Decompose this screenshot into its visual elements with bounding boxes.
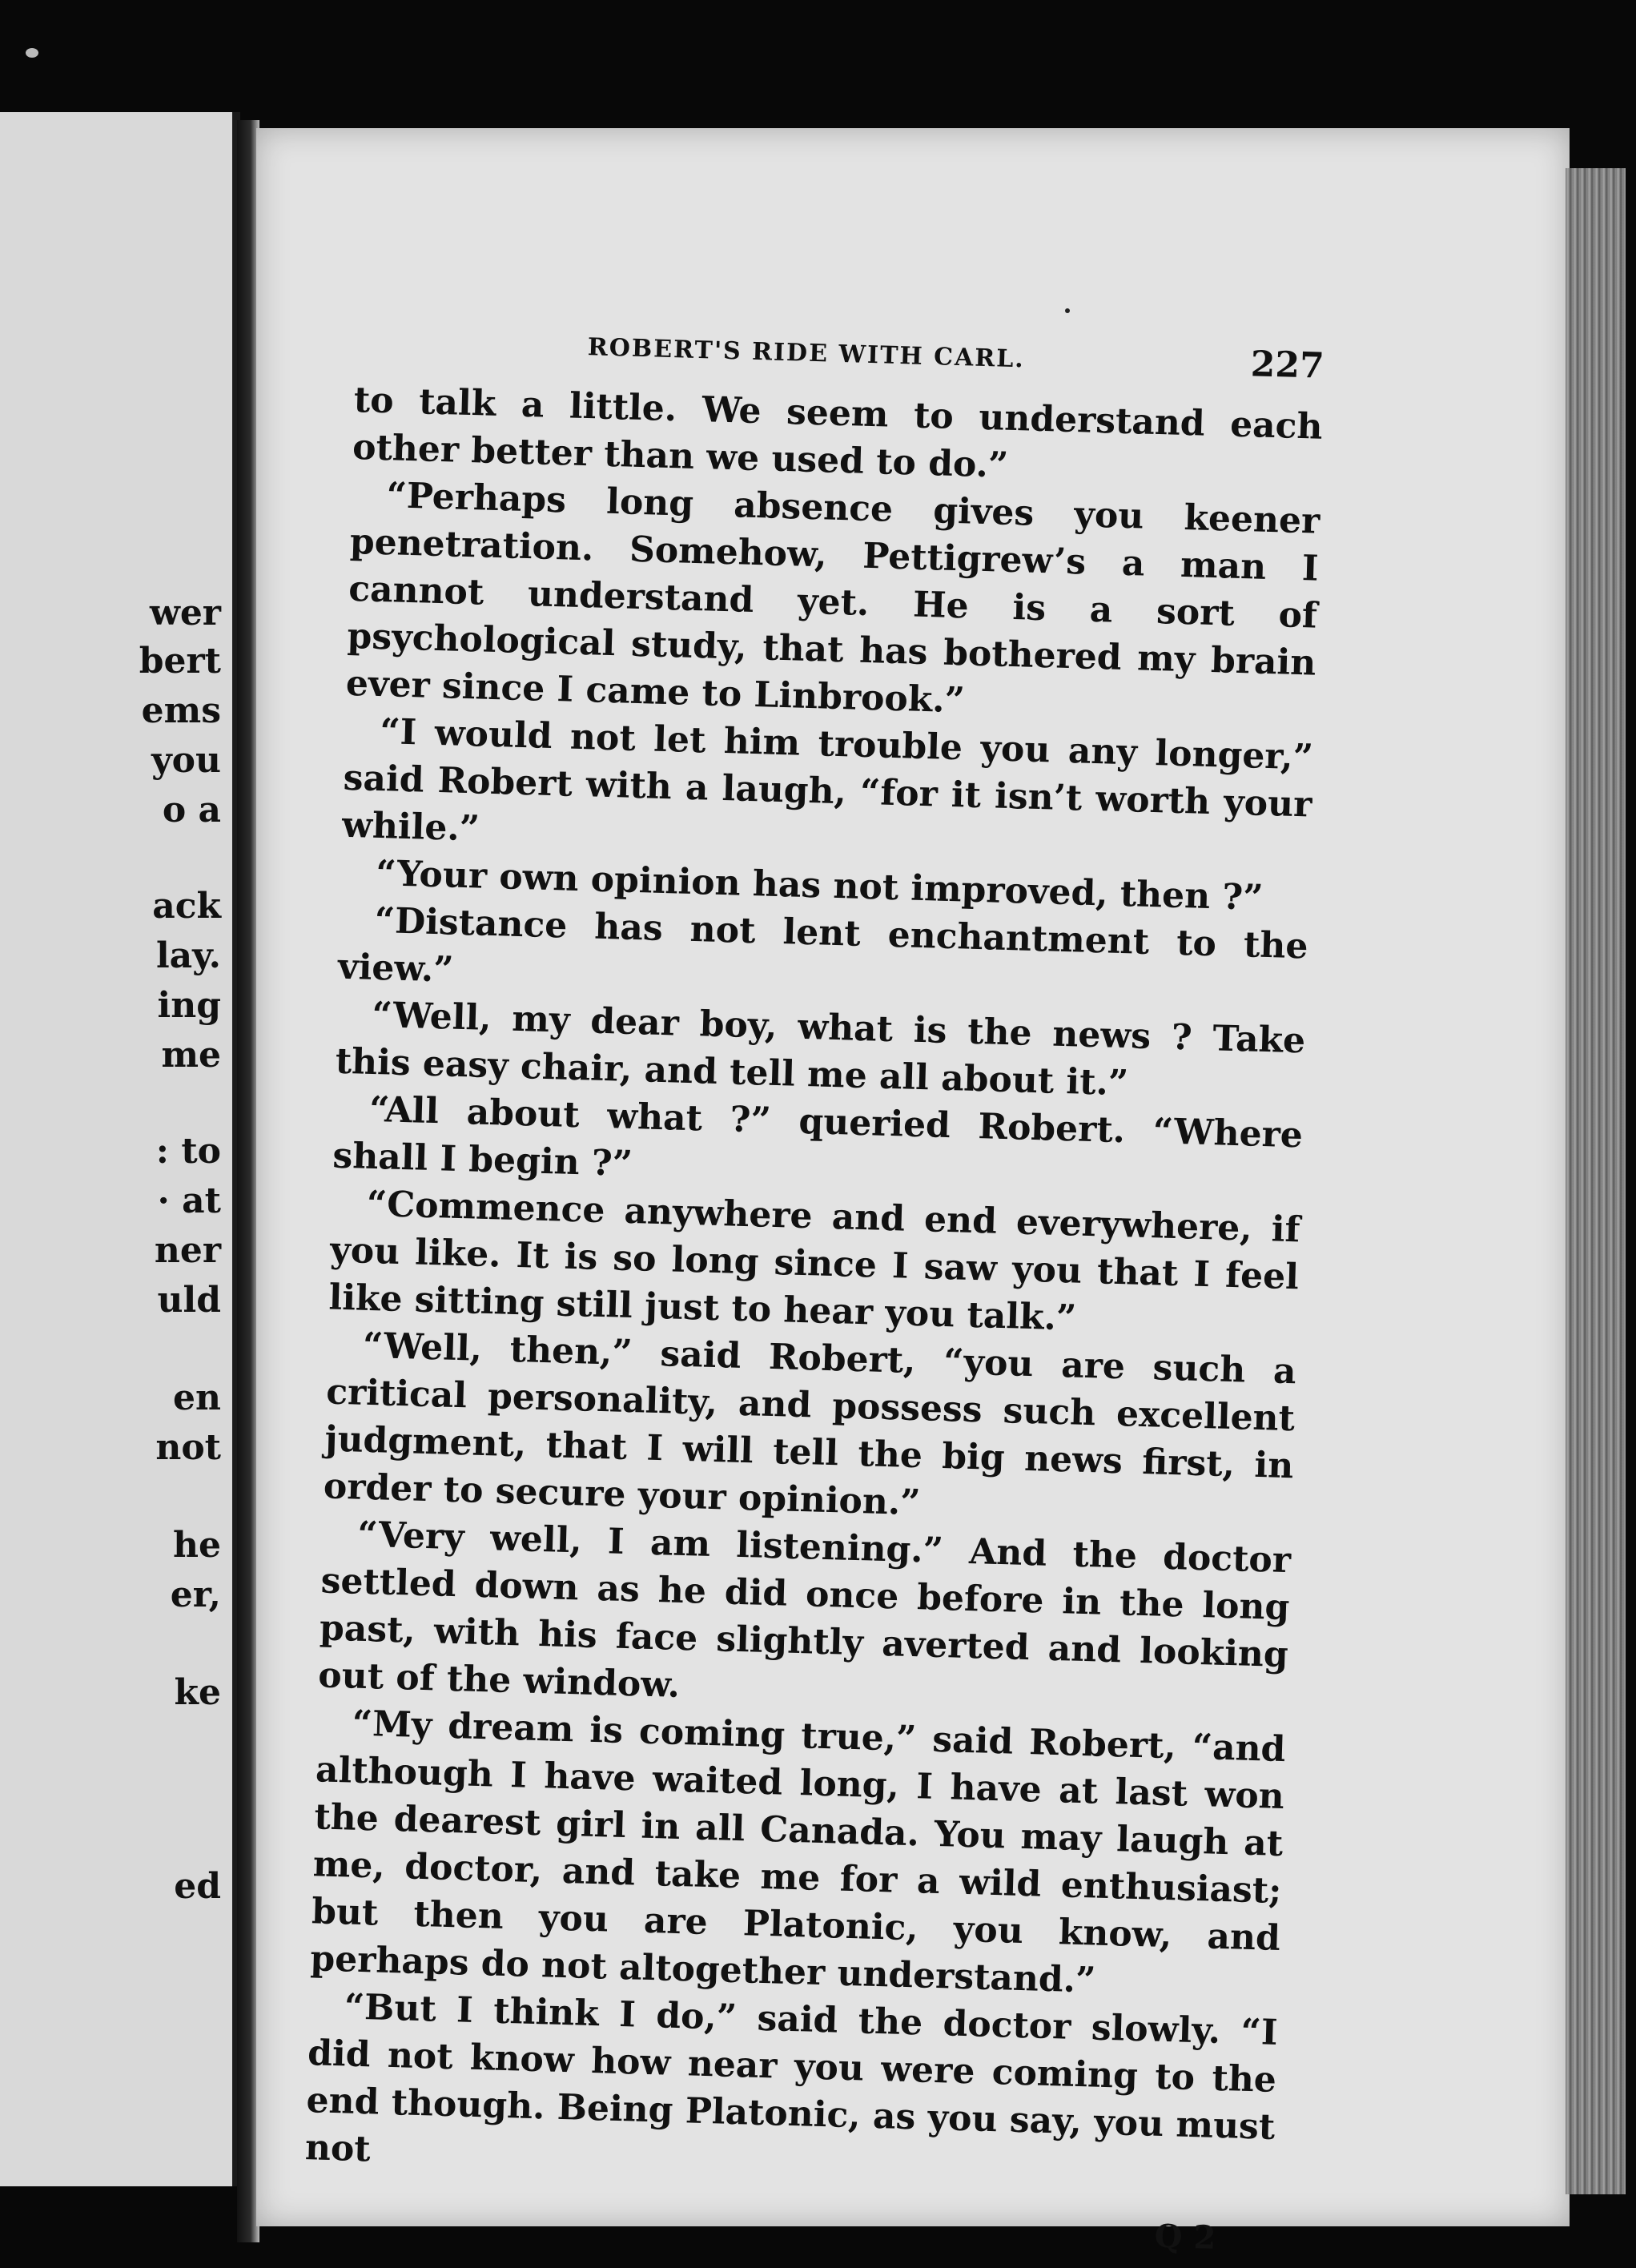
paragraph: “Your own opinion has not improved, then ?”: [375, 852, 1264, 919]
paragraph: “Perhaps long absence gives you keener penetration. Somehow, Pettigrew’s a man I cannot understand yet. He is a sort of psychological study, that has bothered my brain ever since I came to Linbrook.”: [345, 475, 1320, 722]
page-number: 227: [1250, 344, 1325, 387]
previous-page-line-fragment: ack: [152, 886, 221, 927]
page-content: [303, 312, 1325, 2261]
previous-page-line-fragment: not: [155, 1427, 221, 1468]
paragraph: “Commence anywhere and end everywhere, if you like. It is so long since I saw you that I feel like sitting still just to hear you talk.”: [328, 1183, 1301, 1339]
previous-page-line-fragment: er,: [170, 1574, 221, 1615]
page-edges: [1566, 168, 1626, 2194]
paragraph: to talk a little. We seem to understand each other better than we used to do.”: [352, 379, 1324, 486]
paragraph: “Distance has not lent enchantment to the view.”: [337, 899, 1309, 991]
previous-page-line-fragment: wer: [149, 593, 221, 633]
signature-label: Q 2: [1154, 2217, 1216, 2257]
paragraph: “I would not let him trouble you any longer,” said Robert with a laugh, “for it isn’t worth your while.”: [341, 711, 1314, 850]
previous-page-line-fragment: he: [173, 1525, 221, 1566]
page-speck: [1065, 308, 1070, 313]
signature-mark: [303, 2194, 1272, 2261]
previous-page-line-fragment: o a: [162, 790, 221, 830]
previous-page-line-fragment: · at: [157, 1180, 221, 1221]
previous-page-line-fragment: ing: [157, 985, 221, 1026]
previous-page-line-fragment: ems: [141, 690, 221, 731]
scan-speck: [26, 48, 38, 58]
current-page: [256, 128, 1570, 2257]
previous-page-line-fragment: uld: [157, 1280, 221, 1321]
previous-page-line-fragment: me: [161, 1035, 221, 1076]
previous-page-line-fragment: you: [151, 740, 221, 781]
paragraph: “Well, then,” said Robert, “you are such a critical personality, and possess such excellent judgment, that I will tell the big news first, in order to secure your opinion.”: [323, 1325, 1297, 1524]
paragraph: “My dream is coming true,” said Robert, “and although I have waited long, I have at last won the dearest girl in all Canada. You may laugh at me, doctor, and take me for a wild enthusiast; but then you are Platonic, you know, and perhaps do not altogether understand.”: [309, 1703, 1287, 2001]
running-head-title: ROBERT'S RIDE WITH CARL.: [587, 333, 1026, 374]
paragraph: “Well, my dear boy, what is the news ? Take this easy chair, and tell me all about it.”: [335, 994, 1306, 1104]
previous-page-line-fragment: en: [173, 1377, 221, 1418]
paragraph: “Very well, I am listening.” And the doctor settled down as he did once before in the long past, with his face slightly averted and looking out of the window.: [317, 1514, 1292, 1706]
previous-page-line-fragment: lay.: [155, 935, 221, 976]
previous-page-line-fragment: ner: [154, 1230, 221, 1271]
body-text: [304, 376, 1323, 2198]
previous-page: [0, 112, 240, 2186]
previous-page-line-fragment: : to: [155, 1131, 221, 1172]
previous-page-line-fragment: ke: [174, 1672, 221, 1713]
paragraph: “But I think I do,” said the doctor slowly. “I did not know how near you were coming to the end though. Being Platonic, as you say, you must not: [304, 1986, 1279, 2170]
previous-page-line-fragment: bert: [139, 641, 221, 682]
paragraph: “All about what ?” queried Robert. “Where shall I begin ?”: [332, 1088, 1304, 1185]
previous-page-line-fragment: ed: [174, 1866, 221, 1907]
